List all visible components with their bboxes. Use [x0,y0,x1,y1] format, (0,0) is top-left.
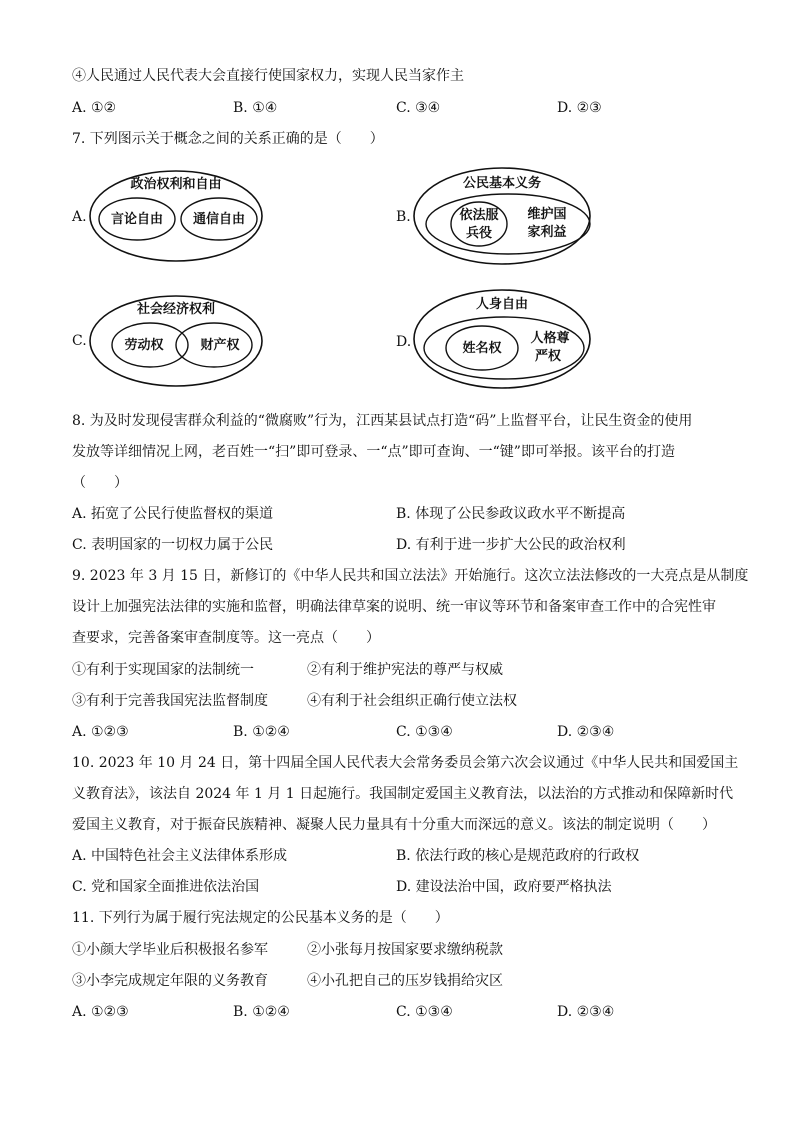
diagram-b-left-label-2: 兵役 [465,226,493,241]
q10-stem-line-3: 爱国主义教育，对于振奋民族精神、凝聚人民力量具有十分重大而深远的意义。该法的制定说明（ ） [72,817,716,833]
diagram-a-outer-label: 政治权利和自由 [130,177,222,192]
diagram-d-right-label-1: 人格尊 [530,331,570,346]
q8-stem-line-3: （ ） [72,475,128,491]
q11-option-d: D. ②③④ [557,1004,615,1020]
q11-option-c: C. ①③④ [396,1004,453,1020]
q9-stem-line-3: 查要求，完善备案审查制度等。这一亮点（ ） [72,630,380,646]
q8-stem-line-1: 8. 为及时发现侵害群众利益的“微腐败”行为，江西某县试点打造“码”上监督平台，让民生资金的使用 [72,413,693,429]
q11-option-b: B. ①②④ [233,1004,290,1020]
q6-option-d: D. ②③ [557,100,602,116]
q9-item-4: ④有利于社会组织正确行使立法权 [307,693,517,709]
q8-option-d: D. 有利于进一步扩大公民的政治权利 [396,537,626,553]
q8-option-c: C. 表明国家的一切权力属于公民 [72,537,274,553]
diagram-b-outer-label: 公民基本义务 [462,176,542,191]
q6-item-4: ④人民通过人民代表大会直接行使国家权力，实现人民当家作主 [72,68,464,84]
q8-option-b: B. 体现了公民参政议政水平不断提高 [396,506,626,522]
diagram-b-right-label-2: 家利益 [527,225,567,240]
q8-option-a: A. 拓宽了公民行使监督权的渠道 [72,506,274,522]
q9-option-d: D. ②③④ [557,724,615,740]
q6-option-b: B. ①④ [233,100,278,116]
q7-diagram-a [88,166,268,264]
q9-option-c: C. ①③④ [396,724,453,740]
diagram-d-right-label-2: 严权 [534,349,562,364]
diagram-d-outer-label: 人身自由 [475,297,529,312]
q10-option-b: B. 依法行政的核心是规范政府的行政权 [396,848,640,864]
q11-item-3: ③小李完成规定年限的义务教育 [72,973,268,989]
q7-option-a-letter: A. [72,209,87,225]
q7-diagram-d [412,286,592,392]
q9-option-a: A. ①②③ [72,724,129,740]
q9-option-b: B. ①②④ [233,724,290,740]
q11-item-4: ④小孔把自己的压岁钱捐给灾区 [307,973,503,989]
q7-stem: 7. 下列图示关于概念之间的关系正确的是（ ） [72,131,384,147]
q11-option-a: A. ①②③ [72,1004,129,1020]
q7-option-d-letter: D. [396,334,412,350]
diagram-c-outer-label: 社会经济权利 [136,302,216,317]
q9-item-2: ②有利于维护宪法的尊严与权威 [307,662,503,678]
q8-stem-line-2: 发放等详细情况上网，老百姓一“扫”即可登录、一“点”即可查询、一“键”即可举报。该平台的打造 [72,444,675,460]
q11-item-1: ①小颜大学毕业后积极报名参军 [72,942,268,958]
q7-diagram-b [412,164,592,268]
q10-option-a: A. 中国特色社会主义法律体系形成 [72,848,288,864]
diagram-b-left-label-1: 依法服 [459,208,499,223]
diagram-c-left-label: 劳动权 [124,338,164,353]
q7-option-c-letter: C. [72,333,87,349]
diagram-d-left-label: 姓名权 [462,341,502,356]
q10-option-d: D. 建设法治中国，政府要严格执法 [396,879,612,895]
q6-option-a: A. ①② [72,100,117,116]
diagram-c-right-label: 财产权 [200,338,240,353]
q10-option-c: C. 党和国家全面推进依法治国 [72,879,260,895]
q9-item-3: ③有利于完善我国宪法监督制度 [72,693,268,709]
q7-option-b-letter: B. [396,209,411,225]
q6-option-c: C. ③④ [396,100,441,116]
q9-stem-line-2: 设计上加强宪法法律的实施和监督，明确法律草案的说明、统一审议等环节和备案审查工作中的合宪性审 [72,599,716,615]
q9-item-1: ①有利于实现国家的法制统一 [72,662,254,678]
diagram-d-middle-ellipse [424,317,584,379]
diagram-a-right-label: 通信自由 [192,212,246,227]
q11-item-2: ②小张每月按国家要求缴纳税款 [307,942,503,958]
q10-stem-line-2: 义教育法》，该法自 2024 年 1 月 1 日起施行。我国制定爱国主义教育法，以法治的方式推动和保障新时代 [72,786,734,802]
q11-stem: 11. 下列行为属于履行宪法规定的公民基本义务的是（ ） [72,910,449,926]
q9-stem-line-1: 9. 2023 年 3 月 15 日，新修订的《中华人民共和国立法法》开始施行。这次立法法修改的一大亮点是从制度 [72,568,749,584]
diagram-a-left-label: 言论自由 [110,212,164,227]
q10-stem-line-1: 10. 2023 年 10 月 24 日，第十四届全国人民代表大会常务委员会第六次会议通过《中华人民共和国爱国主 [72,755,739,771]
q7-diagram-c [88,291,268,389]
diagram-b-right-label-1: 维护国 [527,207,567,222]
